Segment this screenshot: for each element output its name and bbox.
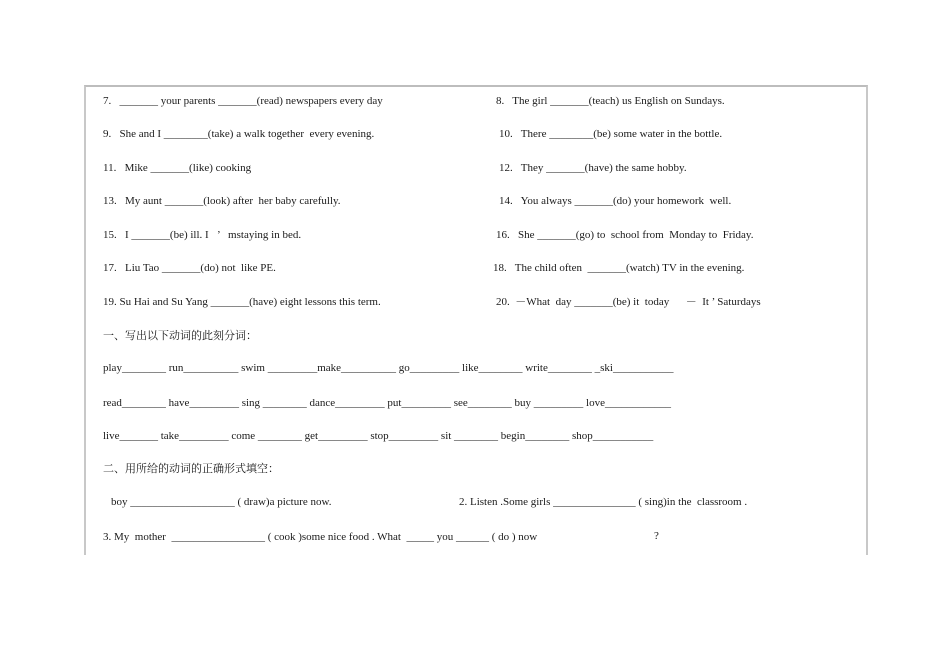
exercise-12: 12. They _______(have) the same hobby.: [499, 162, 687, 174]
section2-heading: 二、用所给的动词的正确形式填空：: [103, 462, 279, 475]
page-frame: [84, 85, 868, 555]
exercise-19: 19. Su Hai and Su Yang _______(have) eight lessons this term.: [103, 296, 381, 308]
exercise-11: 11. Mike _______(like) cooking: [103, 162, 252, 174]
verb-row-3: live_______ take_________ come ________ get_________ stop_________ sit ________ begin________ shop___________: [103, 430, 654, 442]
verb-row-1: play________ run__________ swim _________make__________ go_________ like________ write________ _ski___________: [103, 362, 674, 374]
exercise-14: 14. You always _______(do) your homework well.: [499, 195, 732, 207]
exercise-17: 17. Liu Tao _______(do) not like PE.: [103, 262, 276, 274]
section2-item-3: 3. My mother _________________ ( cook )some nice food . What _____ you ______ ( do ) now: [103, 531, 538, 543]
exercise-7: 7. _______ your parents _______(read) newspapers every day: [103, 95, 383, 107]
verb-row-2: read________ have_________ sing ________ dance_________ put_________ see________ buy _________ love____________: [103, 397, 671, 409]
section2-item-3-question-mark: ?: [654, 530, 659, 542]
exercise-16: 16. She _______(go) to school from Monday to Friday.: [496, 229, 754, 241]
exercise-9: 9. She and I ________(take) a walk together every evening.: [103, 128, 375, 140]
exercise-13: 13. My aunt _______(look) after her baby carefully.: [103, 195, 341, 207]
section1-heading: 一、写出以下动词的此刻分词：: [103, 329, 257, 342]
exercise-8: 8. The girl _______(teach) us English on Sundays.: [496, 95, 725, 107]
exercise-10: 10. There ________(be) some water in the bottle.: [499, 128, 723, 140]
exercise-20: 20. －What day _______(be) it today － It ’ Saturdays: [496, 296, 761, 308]
section2-item-1: boy ___________________ ( draw)a picture now.: [111, 496, 332, 508]
exercise-15: 15. I _______(be) ill. I ’ mstaying in bed.: [103, 229, 302, 241]
section2-item-2: 2. Listen .Some girls _______________ ( sing)in the classroom .: [459, 496, 748, 508]
exercise-18: 18. The child often _______(watch) TV in the evening.: [493, 262, 745, 274]
